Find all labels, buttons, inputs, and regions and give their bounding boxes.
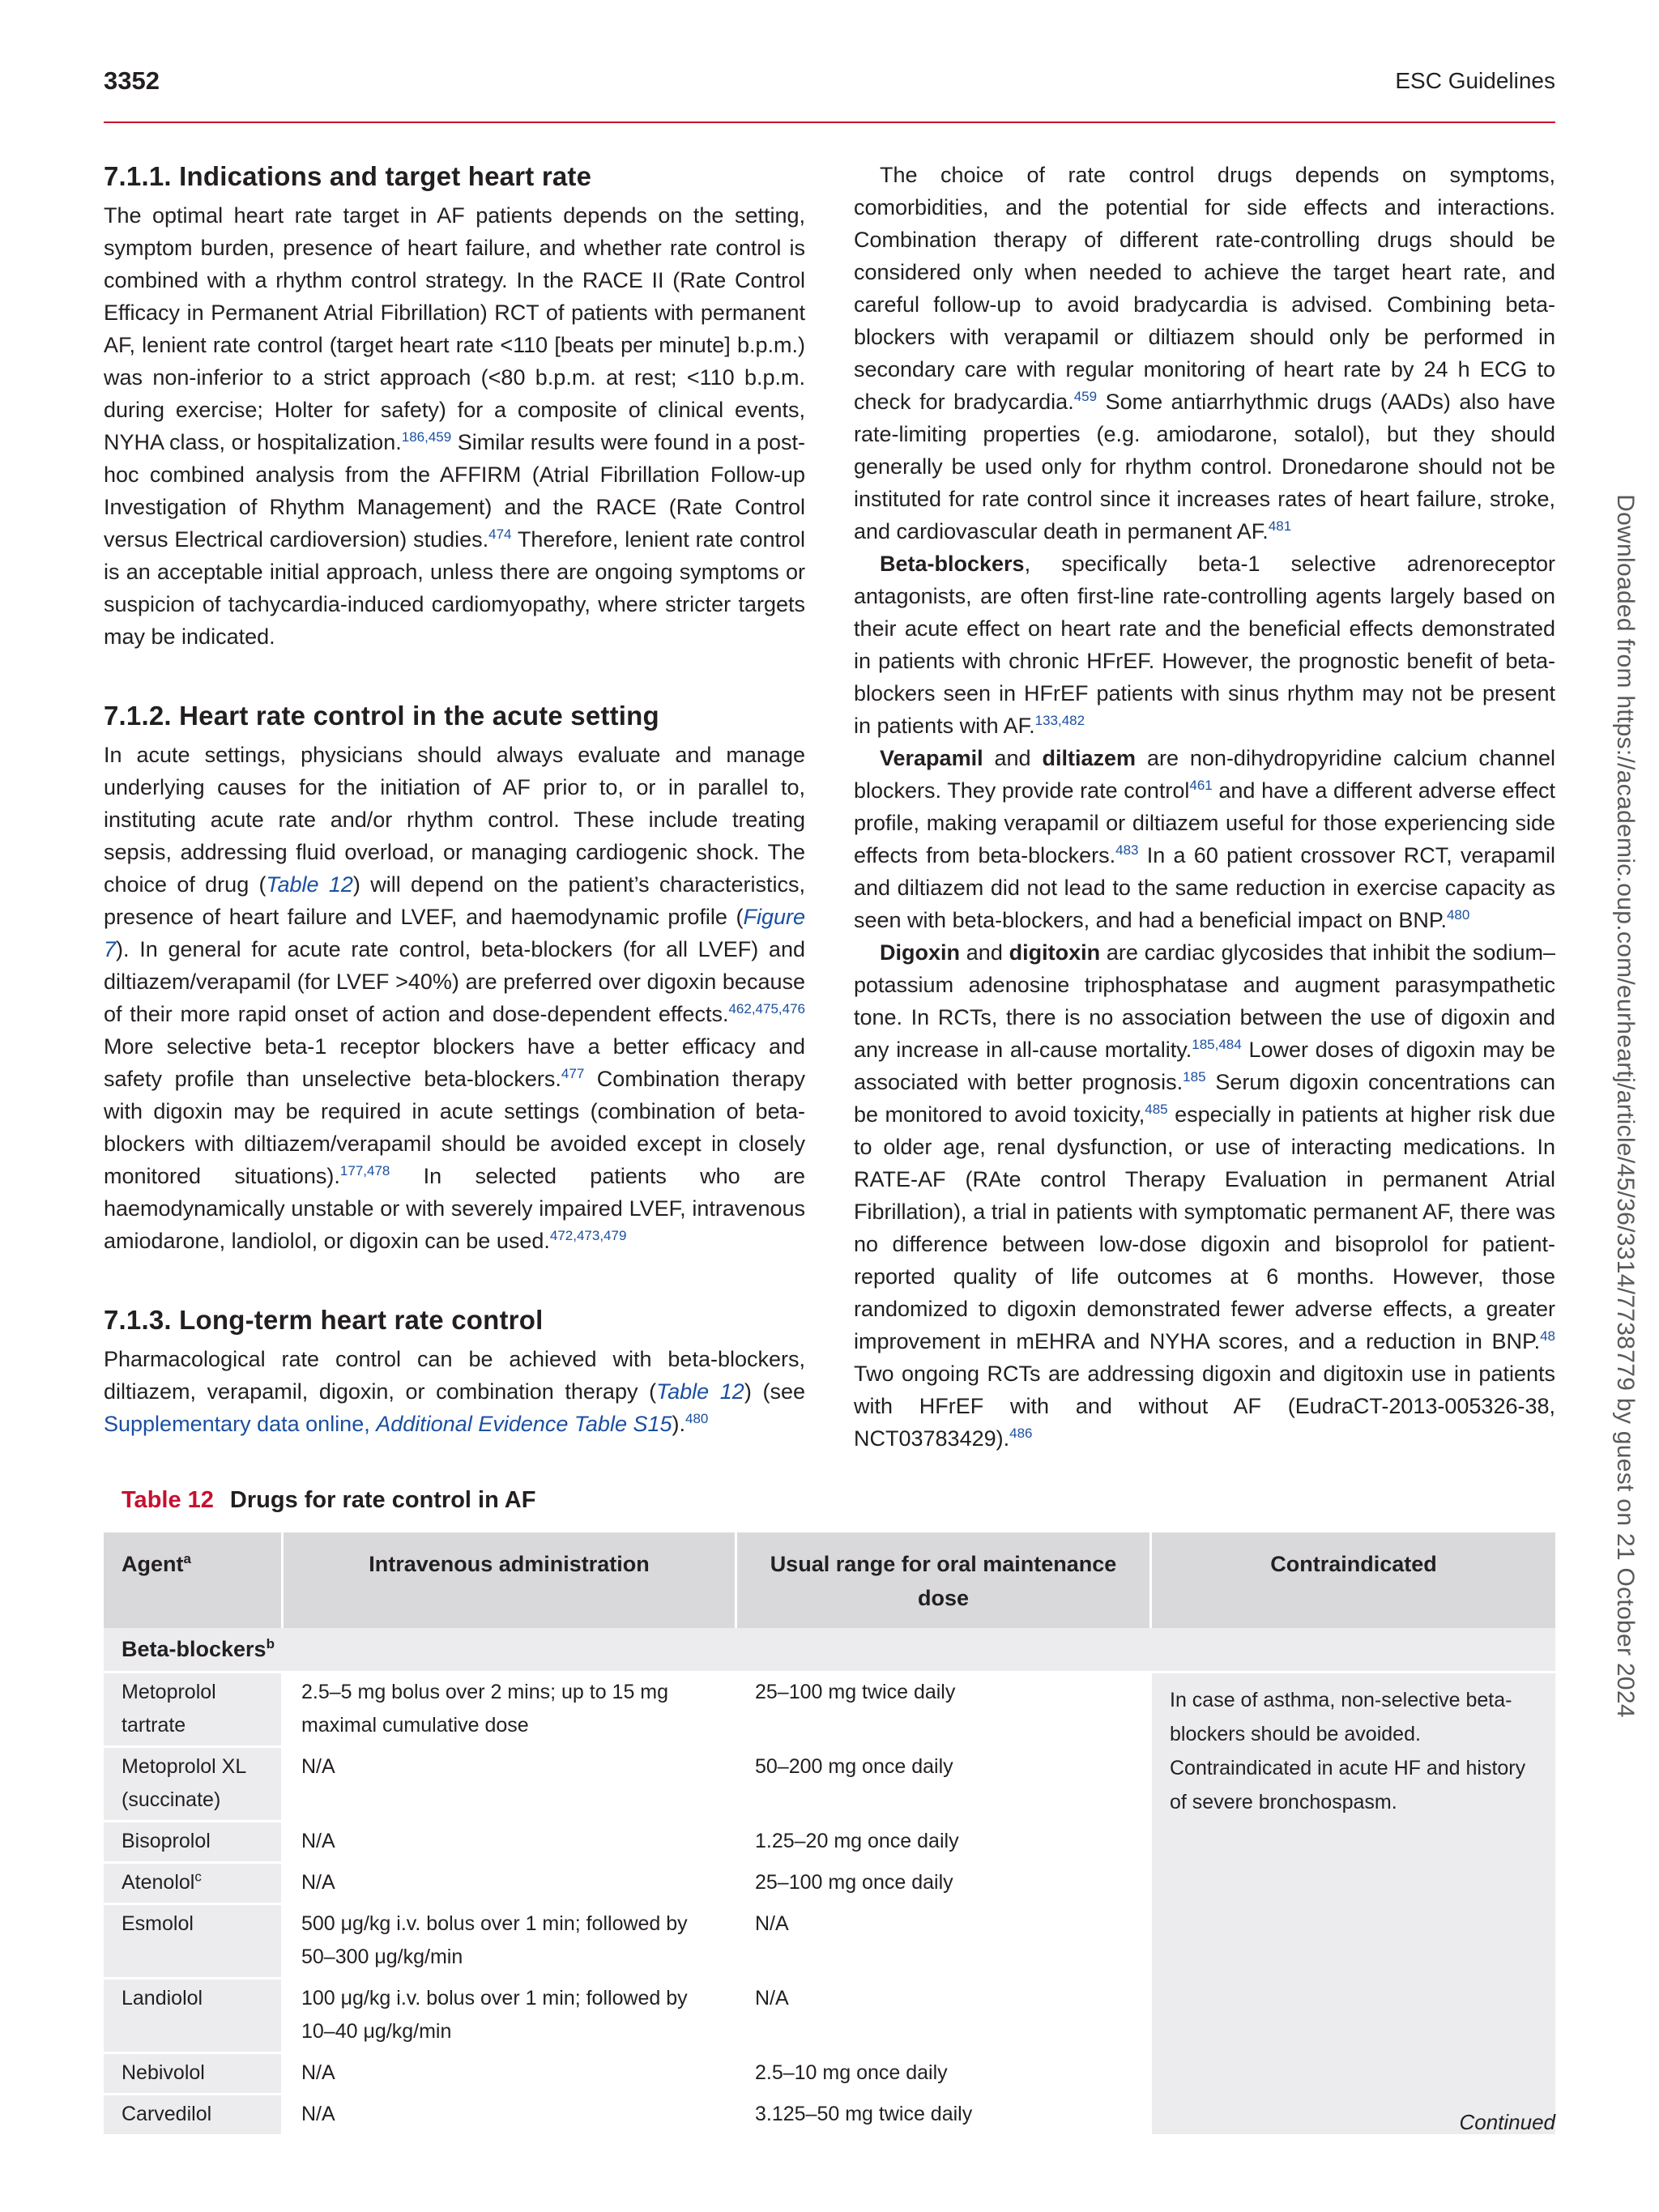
- keyword: Beta-blockers: [880, 552, 1025, 576]
- table-title: Drugs for rate control in AF: [229, 1487, 536, 1513]
- iv-cell: N/A: [284, 1822, 737, 1864]
- table-caption: [122, 1487, 535, 1514]
- oral-cell: 2.5–10 mg once daily: [737, 2054, 1152, 2095]
- citation[interactable]: 480: [1446, 907, 1470, 923]
- keyword: Digoxin: [880, 940, 960, 965]
- agent-name: Bisoprolol: [122, 1830, 211, 1852]
- section-heading-7-1-1: 7.1.1. Indications and target heart rate: [104, 161, 592, 191]
- footnote-marker: c: [194, 1869, 202, 1885]
- text-run: are cardiac glycosides that inhibit the sodium–potassium adenosine triphosphatase and augment parasympathetic tone. In RCTs, there is no association between the use of digoxin and any increase in all-cause mortality.: [854, 940, 1555, 1062]
- header-text: Agent: [122, 1552, 184, 1576]
- continued-note: Continued: [1459, 2110, 1555, 2134]
- table-12-link[interactable]: Table 12: [266, 872, 353, 897]
- agent-cell: [104, 1905, 284, 1980]
- supplementary-data-link[interactable]: [104, 1412, 672, 1436]
- text-run: The optimal heart rate target in AF patients depends on the setting, symptom burden, presence of heart failure, and whether rate control is combined with a rhythm control strategy. In the RACE II (Rate Control Efficacy in Permanent Atrial Fibrillation) RCT of patients with permanent AF, lenient rate control (target heart rate <110 [beats per minute] b.p.m.) was non-inferior to a strict approach (<80 b.p.m. at rest; <110 b.p.m. during exercise; Holter for safety) for a composite of clinical events, NYHA class, or hospitalization.: [104, 203, 805, 454]
- text-run: In selected patients who are haemodynamically unstable or with severely impaired LVEF, intravenous amiodarone, landiolol, or digoxin can be used.: [104, 1164, 805, 1253]
- left-column: [104, 159, 805, 1440]
- right-column: [854, 159, 1555, 1455]
- oral-cell: N/A: [737, 1905, 1152, 1980]
- column-header-contraindicated: Contraindicated: [1152, 1532, 1555, 1628]
- agent-cell: [104, 1748, 284, 1822]
- iv-cell: 500 μg/kg i.v. bolus over 1 min; followed by 50–300 μg/kg/min: [284, 1905, 737, 1980]
- agent-name: Carvedilol: [122, 2103, 212, 2125]
- citation[interactable]: 472,473,479: [549, 1228, 627, 1243]
- paragraph-acute-setting: [104, 739, 805, 1257]
- citation[interactable]: 485: [1145, 1102, 1168, 1117]
- header-rule: [104, 121, 1555, 123]
- column-header-oral-dose: Usual range for oral maintenance dose: [737, 1532, 1152, 1628]
- page-number: 3352: [104, 66, 160, 95]
- citation[interactable]: 459: [1073, 389, 1098, 404]
- text-run: The choice of rate control drugs depends on symptoms, comorbidities, and the potential for side effects and interactions. Combination therapy of different rate-controlling drugs should be considered only when needed to achieve the target heart rate, and careful follow-up to avoid bradycardia is advised. Combining beta-blockers with verapamil or diltiazem should only be performed in secondary care with regular monitoring of heart rate by 24 h ECG to check for bradycardia.: [854, 163, 1555, 414]
- section-heading-7-1-2: 7.1.2. Heart rate control in the acute setting: [104, 701, 659, 731]
- page-header: [104, 66, 1555, 102]
- citation[interactable]: 48: [1540, 1328, 1555, 1344]
- text-run: Two ongoing RCTs are addressing digoxin and digitoxin use in patients with HFrEF with and without AF (EudraCT-2013-005326-38, NCT03783429).: [854, 1362, 1555, 1451]
- citation[interactable]: 462,475,476: [728, 1001, 805, 1016]
- agent-cell: [104, 2095, 284, 2137]
- iv-cell: 2.5–5 mg bolus over 2 mins; up to 15 mg maximal cumulative dose: [284, 1673, 737, 1748]
- text-run: Pharmacological rate control can be achieved with beta-blockers, diltiazem, verapamil, digoxin, or combination therapy (: [104, 1347, 805, 1404]
- text-run: Combination therapy with digoxin may be required in acute settings (combination of beta-blockers with diltiazem/verapamil should be avoided except in closely monitored situations).: [104, 1067, 805, 1188]
- citation[interactable]: 481: [1268, 518, 1292, 534]
- iv-cell: N/A: [284, 1748, 737, 1822]
- text-run: In a 60 patient crossover RCT, verapamil and diltiazem did not lead to the same reduction in exercise capacity as seen with beta-blockers, and had a beneficial impact on BNP.: [854, 843, 1555, 932]
- text-run: are non-dihydropyridine calcium channel blockers. They provide rate control: [854, 746, 1555, 803]
- iv-cell: N/A: [284, 1864, 737, 1905]
- citation[interactable]: 483: [1115, 842, 1139, 858]
- text-run: Some antiarrhythmic drugs (AADs) also have rate-limiting properties (e.g. amiodarone, sotalol), but they should generally be used only for rhythm control. Dronedarone should not be instituted for rate control since it increases rates of heart failure, stroke, and cardiovascular death in permanent AF.: [854, 390, 1556, 543]
- citation[interactable]: 477: [561, 1066, 585, 1081]
- agent-cell: [104, 2054, 284, 2095]
- keyword: diltiazem: [1042, 746, 1137, 770]
- agent-cell: [104, 1673, 284, 1748]
- iv-cell: N/A: [284, 2054, 737, 2095]
- column-header-agent: [104, 1532, 284, 1628]
- text-run: especially in patients at higher risk due to older age, renal dysfunction, or use of interacting medications. In RATE-AF (RAte control Therapy Evaluation in permanent Atrial Fibrillation), a trial in patients with symptomatic permanent AF, there was no difference between low-dose digoxin and bisoprolol for patient-reported quality of life outcomes at 6 months. However, those randomized to digoxin demonstrated fewer adverse effects, a greater improvement in mEHRA and NYHA scores, and a reduction in BNP.: [854, 1102, 1555, 1353]
- agent-cell: [104, 1864, 284, 1905]
- citation[interactable]: 474: [488, 526, 512, 542]
- table-group-row: [104, 1628, 1555, 1673]
- oral-cell: 50–200 mg once daily: [737, 1748, 1152, 1822]
- footnote-marker: b: [266, 1636, 275, 1652]
- text-run: ) will depend on the patient’s characteristics, presence of heart failure and LVEF, and haemodynamic profile (: [104, 872, 805, 929]
- paragraph-long-term: [104, 1343, 805, 1440]
- text-run: Lower doses of digoxin may be associated with better prognosis.: [854, 1038, 1555, 1094]
- oral-cell: 25–100 mg once daily: [737, 1864, 1152, 1905]
- footnote-marker: a: [183, 1551, 191, 1566]
- oral-cell: 1.25–20 mg once daily: [737, 1822, 1152, 1864]
- agent-name: Atenolol: [122, 1871, 195, 1894]
- citation[interactable]: 133,482: [1034, 713, 1085, 728]
- keyword: digitoxin: [1009, 940, 1101, 965]
- column-header-intravenous: Intravenous administration: [284, 1532, 737, 1628]
- text-run: Serum digoxin concentrations can be monitored to avoid toxicity,: [854, 1070, 1556, 1127]
- paragraph-beta-blockers: [854, 548, 1555, 742]
- oral-cell: 3.125–50 mg twice daily: [737, 2095, 1152, 2137]
- evidence-table-link-text: Additional Evidence Table S15: [376, 1412, 672, 1436]
- text-run: Similar results were found in a post-hoc combined analysis from the AFFIRM (Atrial Fibrillation Follow-up Investigation of Rhythm Management) and the RACE (Rate Control versus Electrical cardioversion) studies.: [104, 430, 805, 552]
- agent-name: Metoprolol XL (succinate): [122, 1755, 246, 1811]
- citation[interactable]: 486: [1009, 1426, 1033, 1441]
- text-run: Therefore, lenient rate control is an acceptable initial approach, unless there are ongoing symptoms or suspicion of tachycardia-induced cardiomyopathy, where stricter targets may be indicated.: [104, 527, 805, 649]
- agent-cell: [104, 1822, 284, 1864]
- rate-control-drug-table: [104, 1532, 1555, 2137]
- agent-cell: [104, 1980, 284, 2054]
- text-run: More selective beta-1 receptor blockers have a better efficacy and safety profile than unselective beta-blockers.: [104, 1034, 805, 1091]
- citation[interactable]: 480: [685, 1411, 709, 1426]
- citation[interactable]: 461: [1189, 778, 1213, 793]
- group-label-text: Beta-blockers: [122, 1637, 267, 1661]
- text-run: and: [960, 940, 1009, 965]
- oral-cell: 25–100 mg twice daily: [737, 1673, 1152, 1748]
- citation[interactable]: 185,484: [1192, 1037, 1242, 1052]
- paragraph-drug-choice: [854, 159, 1555, 548]
- journal-name: ESC Guidelines: [1395, 68, 1555, 93]
- figure-7-link[interactable]: Figure 7: [104, 905, 805, 961]
- text-run: and: [983, 746, 1043, 770]
- paragraph-verapamil-diltiazem: [854, 742, 1555, 936]
- section-heading-7-1-3: 7.1.3. Long-term heart rate control: [104, 1305, 544, 1335]
- citation[interactable]: 185: [1183, 1069, 1206, 1085]
- agent-name: Landiolol: [122, 1987, 203, 2010]
- text-run: , specifically beta-1 selective adrenoreceptor antagonists, are often first-line rate-controlling agents largely based on their acute effect on heart rate and the beneficial effects demonstrated in patients with chronic HFrEF. However, the prognostic benefit of beta-blockers seen in HFrEF patients with sinus rhythm may not be present in patients with AF.: [854, 552, 1555, 738]
- iv-cell: N/A: [284, 2095, 737, 2137]
- supplementary-link-text: Supplementary data online,: [104, 1412, 377, 1436]
- group-label: [104, 1628, 1555, 1673]
- citation[interactable]: 186,459: [401, 429, 452, 445]
- table-header-row: [104, 1532, 1555, 1628]
- keyword: Verapamil: [880, 746, 983, 770]
- table-number: Table 12: [122, 1487, 214, 1513]
- text-run: ).: [672, 1412, 685, 1436]
- text-run: In acute settings, physicians should always evaluate and manage underlying causes for the initiation of AF prior to, or in parallel to, instituting acute rate and/or rhythm control. These include treating sepsis, addressing fluid overload, or managing cardiogenic shock. The choice of drug (: [104, 743, 805, 897]
- oral-cell: N/A: [737, 1980, 1152, 2054]
- agent-name: Metoprolol tartrate: [122, 1681, 216, 1737]
- paragraph-indications: [104, 199, 805, 653]
- text-run: ). In general for acute rate control, beta-blockers (for all LVEF) and diltiazem/verapamil (for LVEF >40%) are preferred over digoxin because of their more rapid onset of action and dose-dependent effects.: [104, 937, 805, 1026]
- text-run: and have a different adverse effect profile, making verapamil or diltiazem useful for those experiencing side effects from beta-blockers.: [854, 778, 1556, 867]
- citation[interactable]: 177,478: [339, 1163, 390, 1178]
- paragraph-digoxin: [854, 936, 1555, 1455]
- text-run: ) (see: [744, 1379, 805, 1404]
- contraindicated-cell: In case of asthma, non-selective beta-blockers should be avoided. Contraindicated in acute HF and history of severe bronchospasm.: [1152, 1673, 1555, 2137]
- agent-name: Nebivolol: [122, 2061, 205, 2084]
- download-watermark: Downloaded from https://academic.oup.com/eurheartj/article/45/36/3314/7738779 by guest on 21 October 2024: [1612, 494, 1639, 1718]
- table-12-link[interactable]: Table 12: [656, 1379, 744, 1404]
- iv-cell: 100 μg/kg i.v. bolus over 1 min; followed by 10–40 μg/kg/min: [284, 1980, 737, 2054]
- table-row: [104, 1673, 1555, 1748]
- agent-name: Esmolol: [122, 1912, 194, 1935]
